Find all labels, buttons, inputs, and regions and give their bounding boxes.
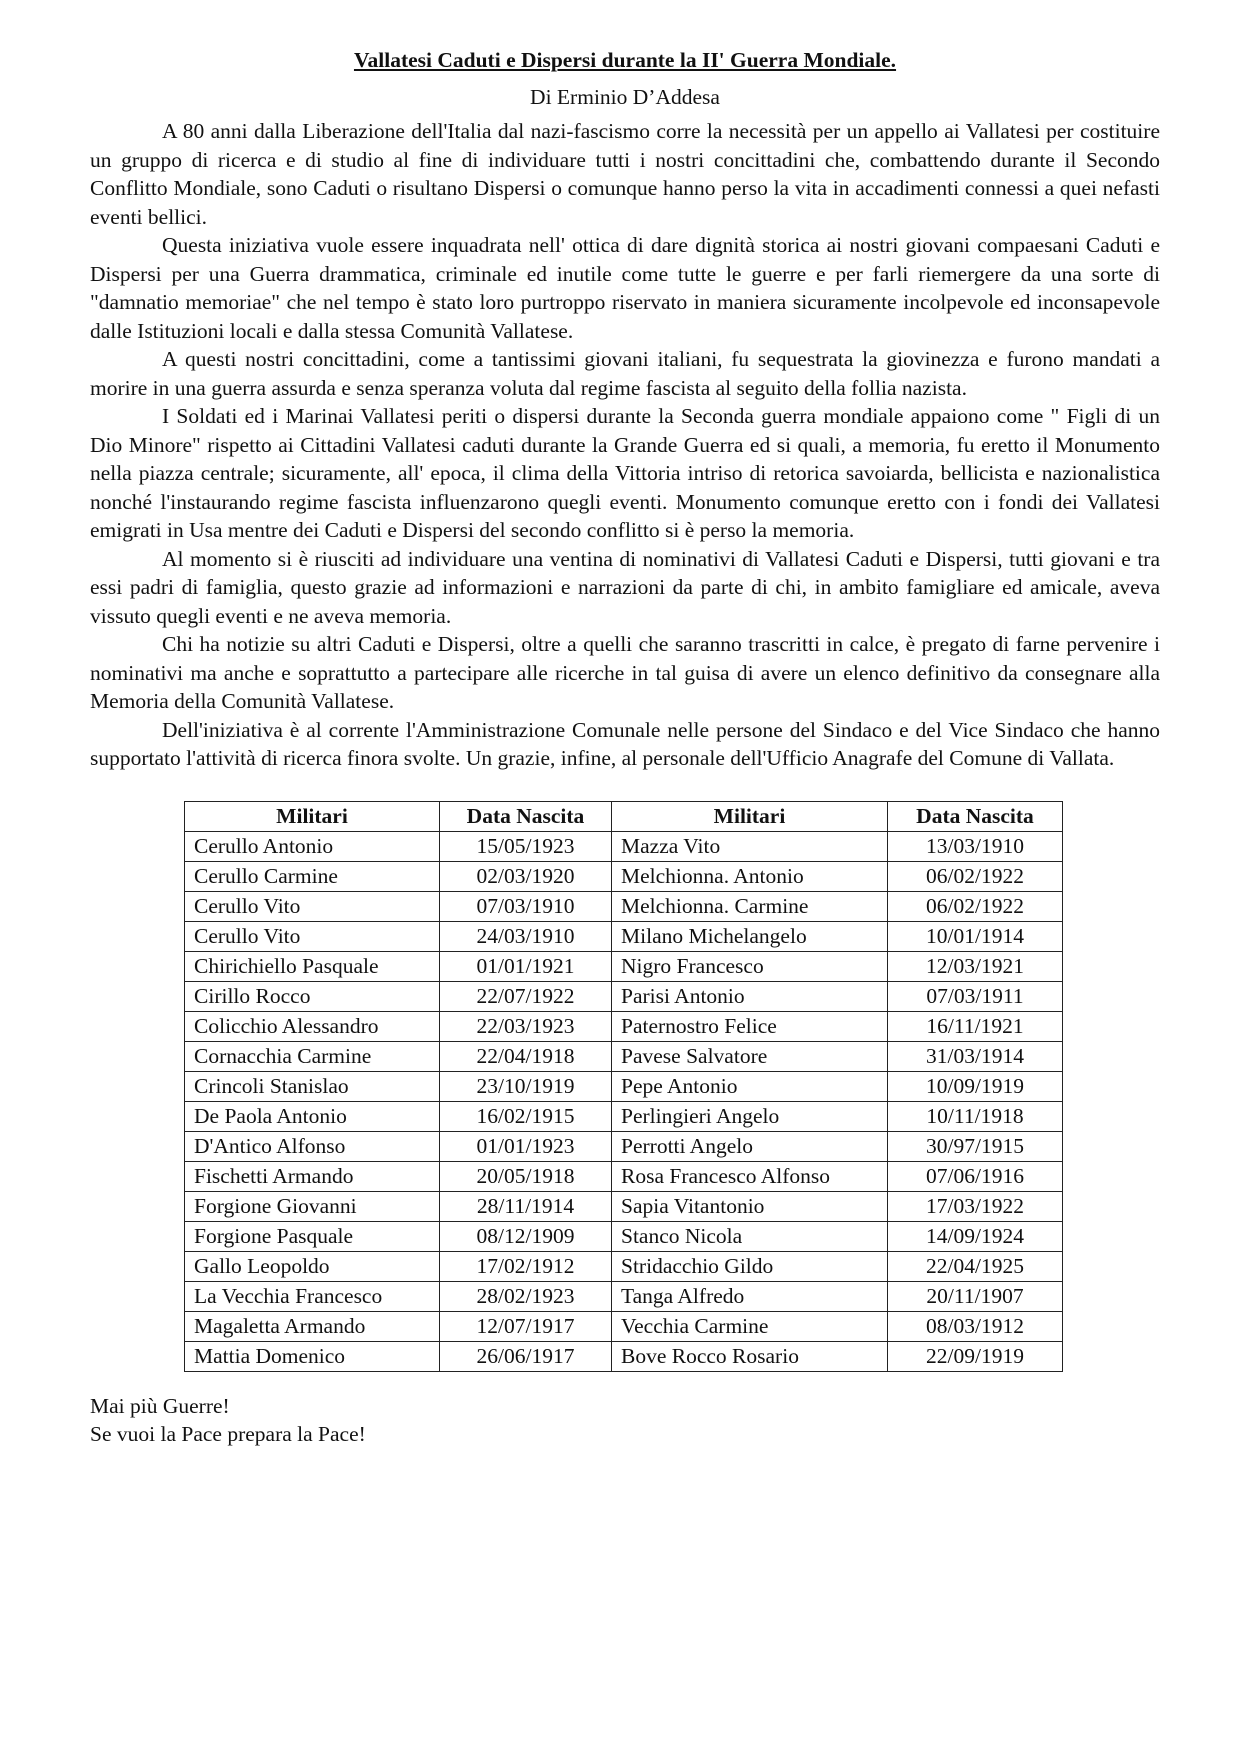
birth-date-cell: 08/03/1912 xyxy=(888,1311,1063,1341)
table-row xyxy=(185,951,1063,981)
soldier-name-cell: Gallo Leopoldo xyxy=(185,1251,440,1281)
paragraph: I Soldati ed i Marinai Vallatesi periti o dispersi durante la Seconda guerra mondiale appaiono come " Figli di un Dio Minore" rispetto ai Cittadini Vallatesi caduti durante la Grande Guerra ed si quali, a memoria, fu eretto il Monumento nella piazza centrale; sicuramente, all' epoca, il clima della Vittoria intriso di retorica savoiarda, bellicista e nazionalistica nonché l'instaurando regime fascista influenzarono quegli eventi. Monumento comunque eretto con i fondi dei Vallatesi emigrati in Usa mentre dei Caduti e Dispersi del secondo conflitto si è perso la memoria. xyxy=(90,404,1160,542)
soldier-name-cell: Cerullo Vito xyxy=(185,921,440,951)
header-militari: Militari xyxy=(612,801,888,831)
soldier-name-cell: Mattia Domenico xyxy=(185,1341,440,1371)
soldier-name-cell: Paternostro Felice xyxy=(612,1011,888,1041)
birth-date-cell: 12/07/1917 xyxy=(440,1311,612,1341)
document-page xyxy=(90,38,1160,1449)
soldier-name-cell: Tanga Alfredo xyxy=(612,1281,888,1311)
birth-date-cell: 10/11/1918 xyxy=(888,1101,1063,1131)
closing-line: Mai più Guerre! xyxy=(90,1393,230,1418)
birth-date-cell: 22/04/1918 xyxy=(440,1041,612,1071)
birth-date-cell: 13/03/1910 xyxy=(888,831,1063,861)
table-row xyxy=(185,1041,1063,1071)
birth-date-cell: 16/02/1915 xyxy=(440,1101,612,1131)
paragraph: Chi ha notizie su altri Caduti e Dispersi, oltre a quelli che saranno trascritti in calce, è pregato di farne pervenire i nominativi ma anche e soprattutto a partecipare alle ricerche in tal guisa di avere un elenco definitivo da consegnare alla Memoria della Comunità Vallatese. xyxy=(90,632,1160,713)
birth-date-cell: 10/01/1914 xyxy=(888,921,1063,951)
soldier-name-cell: Perrotti Angelo xyxy=(612,1131,888,1161)
birth-date-cell: 26/06/1917 xyxy=(440,1341,612,1371)
birth-date-cell: 17/02/1912 xyxy=(440,1251,612,1281)
soldier-name-cell: Cerullo Vito xyxy=(185,891,440,921)
closing-lines xyxy=(90,1392,1160,1449)
soldier-name-cell: Colicchio Alessandro xyxy=(185,1011,440,1041)
birth-date-cell: 20/05/1918 xyxy=(440,1161,612,1191)
paragraph: Questa iniziativa vuole essere inquadrata nell' ottica di dare dignità storica ai nostri giovani compaesani Caduti e Dispersi per una Guerra drammatica, criminale ed inutile come tutte le guerre e per farli riemergere da una sorte di "damnatio memoriae" che nel tempo è stato loro purtroppo riservato in maniera sicuramente incolpevole ed inconsapevole dalle Istituzioni locali e dalla stessa Comunità Vallatese. xyxy=(90,233,1160,343)
closing-line: Se vuoi la Pace prepara la Pace! xyxy=(90,1422,366,1446)
table-row xyxy=(185,1281,1063,1311)
soldier-name-cell: Chirichiello Pasquale xyxy=(185,951,440,981)
soldier-name-cell: Melchionna. Antonio xyxy=(612,861,888,891)
table-row xyxy=(185,921,1063,951)
table-row xyxy=(185,1101,1063,1131)
table-row xyxy=(185,1161,1063,1191)
birth-date-cell: 17/03/1922 xyxy=(888,1191,1063,1221)
soldier-name-cell: Milano Michelangelo xyxy=(612,921,888,951)
header-militari: Militari xyxy=(185,801,440,831)
birth-date-cell: 12/03/1921 xyxy=(888,951,1063,981)
soldier-name-cell: Melchionna. Carmine xyxy=(612,891,888,921)
table-body xyxy=(185,831,1063,1371)
soldier-name-cell: Parisi Antonio xyxy=(612,981,888,1011)
soldiers-table-wrap xyxy=(184,801,1160,1372)
birth-date-cell: 31/03/1914 xyxy=(888,1041,1063,1071)
soldier-name-cell: Mazza Vito xyxy=(612,831,888,861)
soldier-name-cell: Cirillo Rocco xyxy=(185,981,440,1011)
birth-date-cell: 22/09/1919 xyxy=(888,1341,1063,1371)
birth-date-cell: 22/03/1923 xyxy=(440,1011,612,1041)
soldier-name-cell: Sapia Vitantonio xyxy=(612,1191,888,1221)
soldier-name-cell: De Paola Antonio xyxy=(185,1101,440,1131)
table-row xyxy=(185,1311,1063,1341)
soldier-name-cell: Fischetti Armando xyxy=(185,1161,440,1191)
table-row xyxy=(185,981,1063,1011)
birth-date-cell: 02/03/1920 xyxy=(440,861,612,891)
paragraph: A questi nostri concittadini, come a tantissimi giovani italiani, fu sequestrata la giovinezza e furono mandati a morire in una guerra assurda e senza speranza voluta dal regime fascista al seguito della follia nazista. xyxy=(90,347,1160,400)
soldier-name-cell: Nigro Francesco xyxy=(612,951,888,981)
birth-date-cell: 01/01/1923 xyxy=(440,1131,612,1161)
table-row xyxy=(185,1251,1063,1281)
author-line: Di Erminio D’Addesa xyxy=(530,84,720,109)
soldier-name-cell: Forgione Pasquale xyxy=(185,1221,440,1251)
soldier-name-cell: Cerullo Carmine xyxy=(185,861,440,891)
birth-date-cell: 28/11/1914 xyxy=(440,1191,612,1221)
soldier-name-cell: Pepe Antonio xyxy=(612,1071,888,1101)
soldier-name-cell: Rosa Francesco Alfonso xyxy=(612,1161,888,1191)
birth-date-cell: 20/11/1907 xyxy=(888,1281,1063,1311)
birth-date-cell: 07/06/1916 xyxy=(888,1161,1063,1191)
table-header-row xyxy=(185,801,1063,831)
birth-date-cell: 14/09/1924 xyxy=(888,1221,1063,1251)
birth-date-cell: 24/03/1910 xyxy=(440,921,612,951)
birth-date-cell: 23/10/1919 xyxy=(440,1071,612,1101)
soldier-name-cell: Bove Rocco Rosario xyxy=(612,1341,888,1371)
soldier-name-cell: Vecchia Carmine xyxy=(612,1311,888,1341)
table-row xyxy=(185,1131,1063,1161)
birth-date-cell: 07/03/1911 xyxy=(888,981,1063,1011)
paragraph: A 80 anni dalla Liberazione dell'Italia dal nazi-fascismo corre la necessità per un appello ai Vallatesi per costituire un gruppo di ricerca e di studio al fine di individuare tutti i nostri concittadini che, combattendo durante il Secondo Conflitto Mondiale, sono Caduti o risultano Dispersi o comunque hanno perso la vita in accadimenti connessi a quei nefasti eventi bellici. xyxy=(90,119,1160,229)
soldier-name-cell: Perlingieri Angelo xyxy=(612,1101,888,1131)
birth-date-cell: 15/05/1923 xyxy=(440,831,612,861)
birth-date-cell: 08/12/1909 xyxy=(440,1221,612,1251)
soldier-name-cell: Pavese Salvatore xyxy=(612,1041,888,1071)
birth-date-cell: 22/04/1925 xyxy=(888,1251,1063,1281)
table-row xyxy=(185,1011,1063,1041)
soldier-name-cell: Cornacchia Carmine xyxy=(185,1041,440,1071)
birth-date-cell: 28/02/1923 xyxy=(440,1281,612,1311)
birth-date-cell: 22/07/1922 xyxy=(440,981,612,1011)
table-row xyxy=(185,1071,1063,1101)
soldier-name-cell: Cerullo Antonio xyxy=(185,831,440,861)
body-text xyxy=(90,117,1160,773)
birth-date-cell: 07/03/1910 xyxy=(440,891,612,921)
soldier-name-cell: Stanco Nicola xyxy=(612,1221,888,1251)
soldier-name-cell: Crincoli Stanislao xyxy=(185,1071,440,1101)
birth-date-cell: 16/11/1921 xyxy=(888,1011,1063,1041)
birth-date-cell: 01/01/1921 xyxy=(440,951,612,981)
soldier-name-cell: Magaletta Armando xyxy=(185,1311,440,1341)
birth-date-cell: 10/09/1919 xyxy=(888,1071,1063,1101)
table-row xyxy=(185,891,1063,921)
soldier-name-cell: La Vecchia Francesco xyxy=(185,1281,440,1311)
header-data-nascita: Data Nascita xyxy=(888,801,1063,831)
paragraph: Dell'iniziativa è al corrente l'Amministrazione Comunale nelle persone del Sindaco e del Vice Sindaco che hanno supportato l'attività di ricerca finora svolte. Un grazie, infine, al personale dell'Ufficio Anagrafe del Comune di Vallata. xyxy=(90,717,1160,770)
soldier-name-cell: Stridacchio Gildo xyxy=(612,1251,888,1281)
document-title: Vallatesi Caduti e Dispersi durante la II' Guerra Mondiale. xyxy=(353,48,897,72)
birth-date-cell: 06/02/1922 xyxy=(888,861,1063,891)
table-row xyxy=(185,861,1063,891)
soldier-name-cell: D'Antico Alfonso xyxy=(185,1131,440,1161)
soldier-name-cell: Forgione Giovanni xyxy=(185,1191,440,1221)
birth-date-cell: 30/97/1915 xyxy=(888,1131,1063,1161)
soldiers-table xyxy=(184,801,1063,1372)
birth-date-cell: 06/02/1922 xyxy=(888,891,1063,921)
table-row xyxy=(185,1341,1063,1371)
table-row xyxy=(185,1221,1063,1251)
table-row xyxy=(185,831,1063,861)
paragraph: Al momento si è riusciti ad individuare una ventina di nominativi di Vallatesi Caduti e Dispersi, tutti giovani e tra essi padri di famiglia, questo grazie ad informazioni e narrazioni da parte di chi, in ambito famigliare ed amicale, aveva vissuto quegli eventi e ne aveva memoria. xyxy=(90,546,1160,628)
header-data-nascita: Data Nascita xyxy=(440,801,612,831)
table-row xyxy=(185,1191,1063,1221)
